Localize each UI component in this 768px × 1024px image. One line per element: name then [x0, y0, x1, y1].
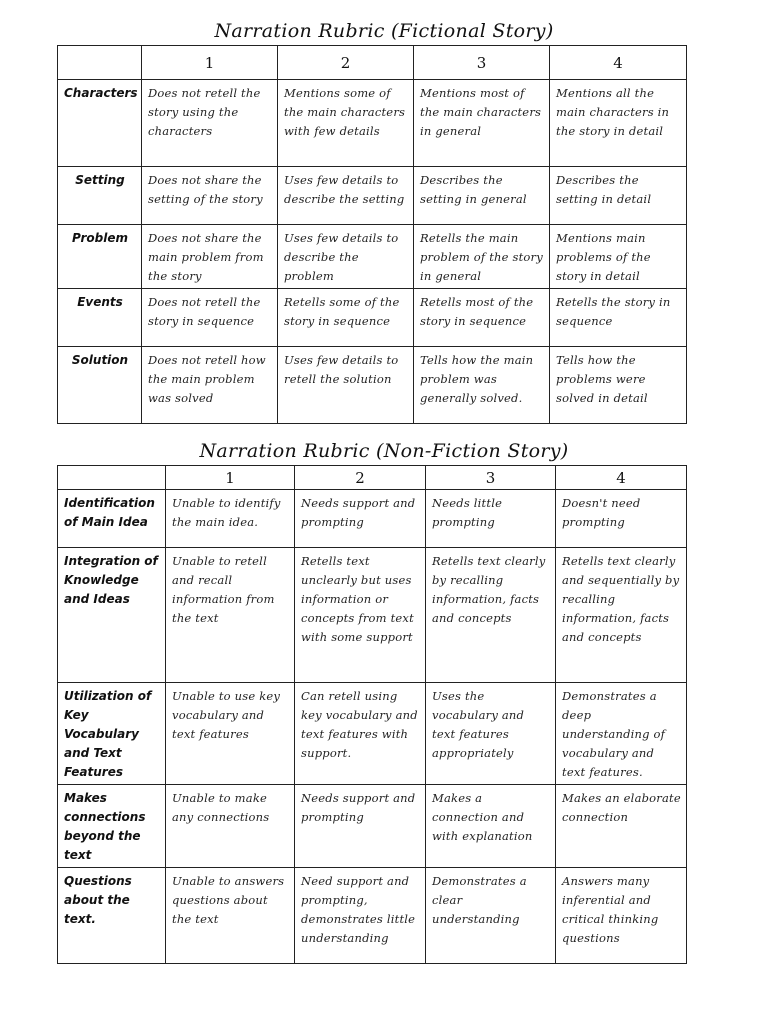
- fiction-row-label: Solution: [58, 347, 142, 424]
- nonfiction-row-questions: [58, 868, 687, 964]
- rubric-cell: Needs support and prompting: [295, 785, 426, 868]
- nonfiction-row-main-idea: [58, 490, 687, 548]
- rubric-cell: Need support and prompting, demonstrates little understanding: [295, 868, 426, 964]
- nonfiction-header-score-4: 4: [556, 466, 687, 490]
- rubric-cell: Makes an elaborate connection: [556, 785, 687, 868]
- rubric-cell: Uses few details to retell the solution: [278, 347, 414, 424]
- rubric-cell: Unable to answers questions about the text: [166, 868, 295, 964]
- rubric-cell: Demonstrates a deep understanding of vocabulary and text features.: [556, 683, 687, 785]
- fiction-header-blank: [58, 46, 142, 80]
- nonfiction-header-score-1: 1: [166, 466, 295, 490]
- rubric-cell: Does not retell the story using the characters: [142, 80, 278, 167]
- fiction-row-problem: [58, 225, 687, 289]
- rubric-cell: Demonstrates a clear understanding: [426, 868, 556, 964]
- fiction-header-score-1: 1: [142, 46, 278, 80]
- rubric-cell: Mentions all the main characters in the story in detail: [550, 80, 687, 167]
- fiction-rubric-title: Narration Rubric (Fictional Story): [214, 20, 554, 42]
- rubric-cell: Mentions some of the main characters with few details: [278, 80, 414, 167]
- rubric-cell: Retells text clearly and sequentially by recalling information, facts and concepts: [556, 548, 687, 683]
- nonfiction-row-integration: [58, 548, 687, 683]
- rubric-cell: Retells the story in sequence: [550, 289, 687, 347]
- rubric-cell: Does not share the setting of the story: [142, 167, 278, 225]
- rubric-cell: Unable to identify the main idea.: [166, 490, 295, 548]
- rubric-cell: Makes a connection and with explanation: [426, 785, 556, 868]
- nonfiction-header-score-3: 3: [426, 466, 556, 490]
- fiction-rubric-table: [57, 45, 687, 424]
- nonfiction-row-label: Utilization of Key Vocabulary and Text Features: [58, 683, 166, 785]
- fiction-row-characters: [58, 80, 687, 167]
- rubric-cell: Uses the vocabulary and text features appropriately: [426, 683, 556, 785]
- rubric-cell: Needs support and prompting: [295, 490, 426, 548]
- rubric-cell: Unable to retell and recall information from the text: [166, 548, 295, 683]
- fiction-header-score-4: 4: [550, 46, 687, 80]
- nonfiction-row-label: Identification of Main Idea: [58, 490, 166, 548]
- rubric-cell: Does not retell the story in sequence: [142, 289, 278, 347]
- nonfiction-row-label: Integration of Knowledge and Ideas: [58, 548, 166, 683]
- fiction-header-score-3: 3: [414, 46, 550, 80]
- rubric-cell: Describes the setting in detail: [550, 167, 687, 225]
- rubric-cell: Answers many inferential and critical thinking questions: [556, 868, 687, 964]
- rubric-cell: Retells the main problem of the story in general: [414, 225, 550, 289]
- rubric-cell: Retells text clearly by recalling information, facts and concepts: [426, 548, 556, 683]
- fiction-row-solution: [58, 347, 687, 424]
- rubric-cell: Does not share the main problem from the story: [142, 225, 278, 289]
- fiction-header-score-2: 2: [278, 46, 414, 80]
- rubric-cell: Uses few details to describe the problem: [278, 225, 414, 289]
- fiction-row-label: Setting: [58, 167, 142, 225]
- nonfiction-header-row: [58, 466, 687, 490]
- rubric-cell: Needs little prompting: [426, 490, 556, 548]
- fiction-row-label: Characters: [58, 80, 142, 167]
- fiction-header-row: [58, 46, 687, 80]
- rubric-cell: Mentions most of the main characters in general: [414, 80, 550, 167]
- fiction-row-label: Problem: [58, 225, 142, 289]
- rubric-cell: Unable to make any connections: [166, 785, 295, 868]
- fiction-row-setting: [58, 167, 687, 225]
- nonfiction-header-score-2: 2: [295, 466, 426, 490]
- fiction-row-label: Events: [58, 289, 142, 347]
- rubric-cell: Doesn't need prompting: [556, 490, 687, 548]
- nonfiction-rubric-title: Narration Rubric (Non-Fiction Story): [199, 440, 569, 462]
- rubric-cell: Uses few details to describe the setting: [278, 167, 414, 225]
- nonfiction-row-label: Questions about the text.: [58, 868, 166, 964]
- nonfiction-header-blank: [58, 466, 166, 490]
- rubric-cell: Describes the setting in general: [414, 167, 550, 225]
- rubric-cell: Retells text unclearly but uses information or concepts from text with some support: [295, 548, 426, 683]
- rubric-cell: Can retell using key vocabulary and text features with support.: [295, 683, 426, 785]
- rubric-cell: Tells how the main problem was generally solved.: [414, 347, 550, 424]
- rubric-cell: Retells some of the story in sequence: [278, 289, 414, 347]
- rubric-cell: Retells most of the story in sequence: [414, 289, 550, 347]
- rubric-cell: Does not retell how the main problem was solved: [142, 347, 278, 424]
- nonfiction-row-connections: [58, 785, 687, 868]
- fiction-row-events: [58, 289, 687, 347]
- nonfiction-row-vocabulary: [58, 683, 687, 785]
- nonfiction-rubric-table: [57, 465, 687, 964]
- rubric-cell: Mentions main problems of the story in detail: [550, 225, 687, 289]
- nonfiction-row-label: Makes connections beyond the text: [58, 785, 166, 868]
- rubric-cell: Unable to use key vocabulary and text features: [166, 683, 295, 785]
- rubric-cell: Tells how the problems were solved in detail: [550, 347, 687, 424]
